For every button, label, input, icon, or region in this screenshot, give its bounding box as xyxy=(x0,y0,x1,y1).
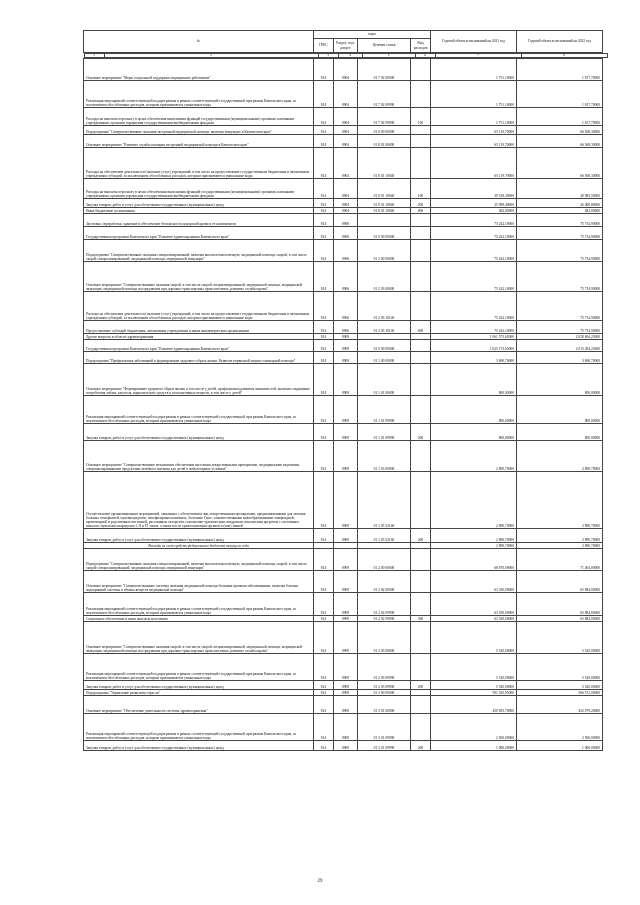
row-name: Реализация мероприятий соответствующей подпрограммы в рамках соответствующей государственной программы Камчатского края, за исключением обособленных расходов, которым присваиваются уникальные коды xyxy=(84,654,314,681)
row-grbs: 814 xyxy=(314,208,334,214)
row-grbs: 814 xyxy=(314,396,334,424)
row-amount-2021: 5 520,00000 xyxy=(431,622,517,654)
row-section: 0909 xyxy=(334,622,358,654)
row-amount-2022: 65 884,00000 xyxy=(517,616,603,622)
table-row xyxy=(84,240,603,262)
row-section: 0909 xyxy=(334,616,358,622)
row-expense-type xyxy=(411,148,431,179)
row-grbs: 814 xyxy=(314,126,334,135)
row-expense-type: 600 xyxy=(411,321,431,334)
row-amount-2021: 1 751,10000 xyxy=(431,81,517,108)
column-index: 1 xyxy=(84,54,104,58)
row-name: Расходы на обеспечение деятельности (оказание услуг) учреждений, в том числе на предоставление государственным бюджетным и автономным учреждениям субсидий, за исключением обособленных расходов, которым присваиваются уникальные коды xyxy=(84,292,314,321)
row-expense-type xyxy=(411,59,431,81)
row-target: 01 1 01 00000 xyxy=(358,364,411,396)
row-amount-2022: 2 890,70000 xyxy=(517,441,603,472)
row-section: 0904 xyxy=(334,199,358,208)
row-amount-2021: 68 870,00000 xyxy=(431,549,517,571)
row-section: 0909 xyxy=(334,681,358,690)
row-expense-type: 200 xyxy=(411,424,431,441)
row-name: Основное мероприятие "Совершенствование системы оказания медицинской помощи больным прочими заболеваниями, включая болезни эндокринной системы и обмена веществ медицинской помощи" xyxy=(84,571,314,593)
row-section: 0909 xyxy=(334,690,358,696)
row-amount-2021: 75 242,10000 xyxy=(431,321,517,334)
row-amount-2021: 450 855,70000 xyxy=(431,696,517,714)
row-expense-type xyxy=(411,714,431,741)
row-amount-2022: 1 817,70000 xyxy=(517,108,603,126)
table-row xyxy=(84,654,603,681)
table-row xyxy=(84,593,603,616)
column-index: 6 xyxy=(415,54,435,58)
row-target: 01 2 02 09990 xyxy=(358,616,411,622)
row-name: Государственная программа Камчатского края "Развитие здравоохранения Камчатского края" xyxy=(84,227,314,240)
row-name: Закупка товаров, работ и услуг для обеспечения государственных (муниципальных) нужд xyxy=(84,681,314,690)
row-section: 0904 xyxy=(334,135,358,148)
row-name: Подпрограмма "Совершенствование оказания специализированной, включая высокотехнологичную, медицинской помощи, скорой, в том числе скорой специализированной, медицинской помощи, медицинской эвакуации" xyxy=(84,240,314,262)
row-amount-2021: 1 751,10000 xyxy=(431,59,517,81)
row-section: 0909 xyxy=(334,549,358,571)
row-section: 0909 xyxy=(334,472,358,529)
row-name: Основное мероприятие "Совершенствование механизмов обеспечения населения лекарственными препаратами, медицинскими изделиями, специализированными продуктами лечебного питания для детей в амбулаторных условиях" xyxy=(84,441,314,472)
row-name: Другие вопросы в области здравоохранения xyxy=(84,334,314,340)
row-target: 01 8 01 10040 xyxy=(358,179,411,199)
table-row xyxy=(84,549,603,571)
row-amount-2022: 75 734,90000 xyxy=(517,321,603,334)
row-grbs: 814 xyxy=(314,690,334,696)
row-target: 01 3 01 09990 xyxy=(358,714,411,741)
row-expense-type: 100 xyxy=(411,179,431,199)
row-amount-2021: 800,00000 xyxy=(431,424,517,441)
row-section: 0906 xyxy=(334,262,358,292)
row-expense-type: 200 xyxy=(411,199,431,208)
row-section: 0909 xyxy=(334,352,358,364)
header-num: № xyxy=(84,31,314,53)
row-section: 0909 xyxy=(334,571,358,593)
row-amount-2021: 25 099,40000 xyxy=(431,199,517,208)
table-row xyxy=(84,148,603,179)
row-name: Расходы на обеспечение деятельности (оказание услуг) учреждений, в том числе на предоставление государственным бюджетным и автономным учреждениям субсидий, за исключением обособленных расходов, которым присваиваются уникальные коды xyxy=(84,148,314,179)
row-amount-2021: 65 119,70000 xyxy=(431,135,517,148)
row-expense-type xyxy=(411,654,431,681)
row-target: 01 1 01 09990 xyxy=(358,396,411,424)
row-expense-type xyxy=(411,292,431,321)
row-amount-2022: 566 572,00000 xyxy=(517,690,603,696)
row-amount-2022: 2 890,70000 xyxy=(517,529,603,543)
row-amount-2022: 482,00000 xyxy=(517,208,603,214)
row-name: Основное мероприятие "Меры социальной поддержки медицинских работников" xyxy=(84,59,314,81)
row-grbs: 814 xyxy=(314,616,334,622)
row-amount-2021: 63 350,00000 xyxy=(431,593,517,616)
row-amount-2022: 2 890,70000 xyxy=(517,543,603,549)
row-expense-type: 300 xyxy=(411,616,431,622)
table-body xyxy=(84,59,603,751)
row-amount-2022: 800,00000 xyxy=(517,424,603,441)
row-amount-2022: 5 520,00000 xyxy=(517,622,603,654)
row-name: Иные бюджетные ассигнования xyxy=(84,208,314,214)
row-name: Закупка товаров, работ и услуг для обеспечения государственных (муниципальных) нужд xyxy=(84,424,314,441)
row-section: 0906 xyxy=(334,214,358,227)
row-name: Закупка товаров, работ и услуг для обеспечения государственных (муниципальных) нужд xyxy=(84,199,314,208)
row-section: 0904 xyxy=(334,179,358,199)
row-grbs: 814 xyxy=(314,292,334,321)
header-year-2022: Годовой объем ассигнований на 2022 год xyxy=(517,31,603,53)
row-section: 0906 xyxy=(334,227,358,240)
row-amount-2022: 75 734,90000 xyxy=(517,240,603,262)
row-target: 01 2 02 09990 xyxy=(358,593,411,616)
table-row xyxy=(84,364,603,396)
row-grbs: 814 xyxy=(314,135,334,148)
row-expense-type: 200 xyxy=(411,681,431,690)
row-target: 01 2 03 10140 xyxy=(358,321,411,334)
row-grbs: 814 xyxy=(314,654,334,681)
row-section: 0909 xyxy=(334,593,358,616)
row-section: 0909 xyxy=(334,696,358,714)
row-amount-2022: 2 500,00000 xyxy=(517,714,603,741)
row-target: 01 1 03 00000 xyxy=(358,441,411,472)
row-grbs: 814 xyxy=(314,108,334,126)
row-expense-type xyxy=(411,696,431,714)
column-index: 2 xyxy=(104,54,318,58)
row-name: Закупка товаров, работ и услуг для обеспечения государственных (муниципальных) нужд xyxy=(84,529,314,543)
row-target: 01 2 03 10140 xyxy=(358,292,411,321)
row-name: Социальное обеспечение и иные выплаты населению xyxy=(84,616,314,622)
table-row xyxy=(84,696,603,714)
row-grbs: 814 xyxy=(314,227,334,240)
row-name: Закупка товаров, работ и услуг для обеспечения государственных (муниципальных) нужд xyxy=(84,741,314,751)
row-amount-2022: 2 890,70000 xyxy=(517,472,603,529)
row-target: 01 2 03 00000 xyxy=(358,622,411,654)
row-section: 0909 xyxy=(334,396,358,424)
row-target: 01 2 03 00000 xyxy=(358,262,411,292)
row-section: 0904 xyxy=(334,126,358,135)
row-expense-type xyxy=(411,571,431,593)
table-row xyxy=(84,472,603,529)
row-target: 01 8 01 10040 xyxy=(358,148,411,179)
table-row xyxy=(84,214,603,227)
table-row xyxy=(84,179,603,199)
row-name: Осуществление организационных мероприятий, связанных с обеспечением лиц лекарственными препаратами, предназначенными для лечения больных гемофилией, муковисцидозом, гипофизарным нанизмом, болезнью Гоше, злокачественными новообразованиями лимфоидной, кроветворной и родственных им тканей, рассеянным склерозом, гемолитико-уремическим синдромом, юношеским артритом с системным началом, мукополисахаридозом I, II и VI типов, а также после трансплантации органов и (или) тканей xyxy=(84,472,314,529)
row-grbs: 814 xyxy=(314,681,334,690)
row-amount-2021: 1 061 575,65000 xyxy=(431,334,517,340)
row-section: 0909 xyxy=(334,529,358,543)
row-name: Основное мероприятие "Обеспечение деятельности системы здравоохранения" xyxy=(84,696,314,714)
row-amount-2022: 26 000,80000 xyxy=(517,199,603,208)
row-expense-type xyxy=(411,126,431,135)
row-section: 0904 xyxy=(334,81,358,108)
table-row xyxy=(84,199,603,208)
row-target: 01 8 00 00000 xyxy=(358,126,411,135)
row-grbs: 814 xyxy=(314,321,334,334)
row-amount-2022: 2 015 284,23000 xyxy=(517,340,603,352)
row-grbs: 814 xyxy=(314,81,334,108)
row-name: Расходы на выплаты персоналу в целях обеспечения выполнения функций государственными (муниципальными) органами, казенными учреждениями, органами управления государственными внебюджетными фондами xyxy=(84,108,314,126)
row-amount-2022: 75 734,90000 xyxy=(517,227,603,240)
row-amount-2022: 5 520,00000 xyxy=(517,654,603,681)
row-grbs: 814 xyxy=(314,334,334,340)
row-expense-type: 200 xyxy=(411,529,431,543)
row-amount-2022: 1 817,70000 xyxy=(517,59,603,81)
row-grbs: 814 xyxy=(314,59,334,81)
row-target: 01 8 01 10040 xyxy=(358,208,411,214)
row-grbs: 814 xyxy=(314,179,334,199)
table-row xyxy=(84,352,603,364)
row-target: 01 0 00 00000 xyxy=(358,227,411,240)
row-target xyxy=(358,214,411,227)
row-amount-2021: 75 242,10000 xyxy=(431,240,517,262)
row-section: 0909 xyxy=(334,424,358,441)
row-section: 0909 xyxy=(334,340,358,352)
table-row xyxy=(84,622,603,654)
row-grbs: 814 xyxy=(314,741,334,751)
row-target: 01 7 02 09990 xyxy=(358,81,411,108)
row-expense-type: 800 xyxy=(411,208,431,214)
table-row xyxy=(84,292,603,321)
row-amount-2022: 71 404,00000 xyxy=(517,549,603,571)
row-name: Расходы на выплаты персоналу в целях обеспечения выполнения функций государственными (муниципальными) органами, казенными учреждениями, органами управления государственными внебюджетными фондами xyxy=(84,179,314,199)
header-target: Целевая статья xyxy=(358,39,411,53)
row-expense-type xyxy=(411,441,431,472)
row-section: 0906 xyxy=(334,240,358,262)
row-section: 0906 xyxy=(334,321,358,334)
row-amount-2021: 65 119,70000 xyxy=(431,148,517,179)
table-row xyxy=(84,81,603,108)
row-section: 0909 xyxy=(334,714,358,741)
row-grbs: 814 xyxy=(314,340,334,352)
row-amount-2021: 39 518,30000 xyxy=(431,179,517,199)
row-amount-2021: 63 350,00000 xyxy=(431,616,517,622)
table-row xyxy=(84,108,603,126)
row-amount-2021: 482,00000 xyxy=(431,208,517,214)
row-grbs: 814 xyxy=(314,424,334,441)
row-grbs: 814 xyxy=(314,622,334,654)
row-section: 0904 xyxy=(334,59,358,81)
row-target: 01 2 00 00000 xyxy=(358,549,411,571)
row-amount-2022: 3 690,70000 xyxy=(517,352,603,364)
table-row xyxy=(84,396,603,424)
row-target: 01 0 00 00000 xyxy=(358,340,411,352)
row-amount-2021: 591 545,95000 xyxy=(431,690,517,696)
row-grbs: 814 xyxy=(314,571,334,593)
row-amount-2022: 65 884,00000 xyxy=(517,571,603,593)
row-section: 0909 xyxy=(334,741,358,751)
budget-sheet xyxy=(83,30,602,751)
row-expense-type xyxy=(411,396,431,424)
row-grbs: 814 xyxy=(314,472,334,529)
row-amount-2022: 452 079,20000 xyxy=(517,696,603,714)
row-section: 0909 xyxy=(334,334,358,340)
row-target: 01 1 00 00000 xyxy=(358,352,411,364)
row-amount-2021: 75 242,10000 xyxy=(431,262,517,292)
row-expense-type xyxy=(411,622,431,654)
table-row xyxy=(84,321,603,334)
row-grbs: 814 xyxy=(314,714,334,741)
row-expense-type xyxy=(411,472,431,529)
row-amount-2022: 5 520,00000 xyxy=(517,681,603,690)
row-amount-2022: 66 568,30000 xyxy=(517,126,603,135)
table-row xyxy=(84,529,603,543)
row-name: Подпрограмма "Совершенствование оказания специализированной, включая высокотехнологичную, медицинской помощи, скорой, в том числе скорой специализированной, медицинской помощи, медицинской эвакуации" xyxy=(84,549,314,571)
row-amount-2021: 65 119,70000 xyxy=(431,126,517,135)
table-row xyxy=(84,135,603,148)
table-row xyxy=(84,424,603,441)
table-row xyxy=(84,441,603,472)
row-section: 0904 xyxy=(334,208,358,214)
row-target: 01 3 01 00000 xyxy=(358,696,411,714)
table-row xyxy=(84,59,603,81)
row-expense-type xyxy=(411,81,431,108)
row-amount-2022: 40 085,50000 xyxy=(517,179,603,199)
row-grbs: 814 xyxy=(314,352,334,364)
row-section: 0909 xyxy=(334,441,358,472)
row-name: Подпрограмма "Совершенствование оказания экстренной медицинской помощи, включая эвакуацию в Камчатском крае" xyxy=(84,126,314,135)
row-amount-2021: 2 890,70000 xyxy=(431,543,517,549)
row-amount-2022: 75 734,90000 xyxy=(517,262,603,292)
row-amount-2021: 3 690,70000 xyxy=(431,352,517,364)
row-target: 01 1 03 52160 xyxy=(358,529,411,543)
row-amount-2022: 2 028 694,23000 xyxy=(517,334,603,340)
row-amount-2022: 65 884,00000 xyxy=(517,593,603,616)
row-grbs: 814 xyxy=(314,262,334,292)
row-name: Заготовка, переработка, хранение и обеспечение безопасности донорской крови и ее компонентов xyxy=(84,214,314,227)
table-row xyxy=(84,741,603,751)
row-expense-type xyxy=(411,352,431,364)
row-grbs: 814 xyxy=(314,199,334,208)
budget-table xyxy=(83,30,603,751)
row-grbs: 814 xyxy=(314,364,334,396)
row-section: 0909 xyxy=(334,364,358,396)
row-amount-2021: 75 242,10000 xyxy=(431,292,517,321)
table-row xyxy=(84,126,603,135)
row-expense-type xyxy=(411,549,431,571)
row-target: 01 2 02 00000 xyxy=(358,571,411,593)
row-expense-type xyxy=(411,340,431,352)
row-grbs: 814 xyxy=(314,148,334,179)
row-grbs: 814 xyxy=(314,549,334,571)
row-amount-2022: 66 568,30000 xyxy=(517,135,603,148)
row-target: 01 2 00 00000 xyxy=(358,240,411,262)
row-target: 01 2 03 09990 xyxy=(358,654,411,681)
row-target: 01 1 01 09990 xyxy=(358,424,411,441)
row-amount-2021: 75 242,10000 xyxy=(431,214,517,227)
row-name: Основное мероприятие "Совершенствование оказания скорой, в том числе скорой специализированной, медицинской помощи, медицинской эвакуации, медицинской помощи пострадавшим при дорожно-транспортных происшествиях, развитие службы крови" xyxy=(84,262,314,292)
row-expense-type: 100 xyxy=(411,108,431,126)
table-row xyxy=(84,714,603,741)
row-amount-2022: 66 568,30000 xyxy=(517,148,603,179)
row-target: 01 1 03 52160 xyxy=(358,472,411,529)
row-target: 01 8 01 10040 xyxy=(358,199,411,208)
table-row xyxy=(84,681,603,690)
row-name: Предоставление субсидий бюджетным, автономным учреждениям и иным некоммерческим организациям xyxy=(84,321,314,334)
row-amount-2021: 800,00000 xyxy=(431,396,517,424)
row-name: Основное мероприятие "Формирование здорового образа жизни, в том числе у детей, профилактика развития зависимостей, включая сокращение потребления табака, алкоголя, наркотических средств и психоактивных веществ, в том числе у детей" xyxy=(84,364,314,396)
table-row xyxy=(84,262,603,292)
row-name: Реализация мероприятий соответствующей подпрограммы в рамках соответствующей государственной программы Камчатского края, за исключением обособленных расходов, которым присваиваются уникальные коды xyxy=(84,396,314,424)
row-name: Основное мероприятие "Развитие службы оказания экстренной медицинской помощи в Камчатском крае" xyxy=(84,135,314,148)
row-section: 0904 xyxy=(334,148,358,179)
row-target: 01 8 01 00000 xyxy=(358,135,411,148)
row-expense-type xyxy=(411,214,431,227)
row-grbs: 814 xyxy=(314,214,334,227)
row-grbs: 814 xyxy=(314,696,334,714)
page-number: 29 xyxy=(317,879,323,884)
row-name: Основное мероприятие "Совершенствование оказания скорой, в том числе скорой специализированной, медицинской помощи, медицинской эвакуации, медицинской помощи пострадавшим при дорожно-транспортных происшествиях, развитие службы крови" xyxy=(84,622,314,654)
row-target: 01 3 00 00000 xyxy=(358,690,411,696)
column-index: 8 xyxy=(521,54,607,58)
row-expense-type xyxy=(411,135,431,148)
row-amount-2022: 75 734,90000 xyxy=(517,292,603,321)
row-expense-type xyxy=(411,364,431,396)
row-name: Государственная программа Камчатского края "Развитие здравоохранения Камчатского края" xyxy=(84,340,314,352)
row-amount-2021: 75 242,10000 xyxy=(431,227,517,240)
header-year-2021: Годовой объем ассигнований на 2021 год xyxy=(431,31,517,53)
header-section: Раздел, под-раздел xyxy=(334,39,358,53)
header-grbs: ГРБС xyxy=(314,39,334,53)
row-amount-2022: 800,00000 xyxy=(517,396,603,424)
row-section: 0909 xyxy=(334,654,358,681)
table-row xyxy=(84,227,603,240)
row-grbs: 814 xyxy=(314,240,334,262)
row-amount-2021: 1 025 175,65000 xyxy=(431,340,517,352)
row-grbs: 814 xyxy=(314,441,334,472)
row-grbs: 814 xyxy=(314,593,334,616)
row-amount-2021: 2 500,00000 xyxy=(431,714,517,741)
row-amount-2022: 1 817,70000 xyxy=(517,81,603,108)
row-target: 01 3 01 09990 xyxy=(358,741,411,751)
row-amount-2022: 1 000,00000 xyxy=(517,741,603,751)
row-amount-2021: 2 890,70000 xyxy=(431,472,517,529)
row-grbs: 814 xyxy=(314,529,334,543)
row-name: Реализация мероприятий соответствующей подпрограммы в рамках соответствующей государственной программы Камчатского края, за исключением обособленных расходов, которым присваиваются уникальные коды xyxy=(84,81,314,108)
row-amount-2021: 5 520,00000 xyxy=(431,681,517,690)
row-amount-2022: 75 734,90000 xyxy=(517,214,603,227)
row-name: Реализация мероприятий соответствующей подпрограммы в рамках соответствующей государственной программы Камчатского края, за исключением обособленных расходов, которым присваиваются уникальные коды xyxy=(84,593,314,616)
row-name: Реализация мероприятий соответствующей подпрограммы в рамках соответствующей государственной программы Камчатского края, за исключением обособленных расходов, которым присваиваются уникальные коды xyxy=(84,714,314,741)
row-expense-type xyxy=(411,227,431,240)
column-index: 7 xyxy=(435,54,521,58)
row-name: Расходы за счет средств федерального бюджета текущего года xyxy=(84,543,314,549)
row-target: 01 7 02 09990 xyxy=(358,108,411,126)
row-amount-2021: 1 000,00000 xyxy=(431,741,517,751)
row-expense-type xyxy=(411,240,431,262)
row-name: Подпрограмма "Управление развитием отрасли" xyxy=(84,690,314,696)
row-amount-2021: 800,00000 xyxy=(431,364,517,396)
row-section: 0906 xyxy=(334,292,358,321)
row-amount-2021: 2 890,70000 xyxy=(431,441,517,472)
row-expense-type xyxy=(411,262,431,292)
row-expense-type xyxy=(411,593,431,616)
column-index: 3 xyxy=(318,54,338,58)
row-name: Подпрограмма "Профилактика заболеваний и формирование здорового образа жизни. Развитие первичной медико-санитарной помощи" xyxy=(84,352,314,364)
row-target: 01 2 03 09990 xyxy=(358,681,411,690)
row-amount-2021: 1 751,10000 xyxy=(431,108,517,126)
row-target: 01 7 02 00000 xyxy=(358,59,411,81)
row-amount-2021: 2 890,70000 xyxy=(431,529,517,543)
table-row xyxy=(84,340,603,352)
row-amount-2021: 63 350,00000 xyxy=(431,571,517,593)
column-index: 4 xyxy=(338,54,362,58)
row-amount-2021: 5 520,00000 xyxy=(431,654,517,681)
row-section: 0904 xyxy=(334,108,358,126)
row-expense-type: 200 xyxy=(411,741,431,751)
header-codes: коды xyxy=(314,31,431,39)
row-amount-2022: 800,00000 xyxy=(517,364,603,396)
table-header xyxy=(84,31,603,59)
header-expense-type: Вид расходов xyxy=(411,39,431,53)
column-index: 5 xyxy=(362,54,415,58)
table-row xyxy=(84,571,603,593)
